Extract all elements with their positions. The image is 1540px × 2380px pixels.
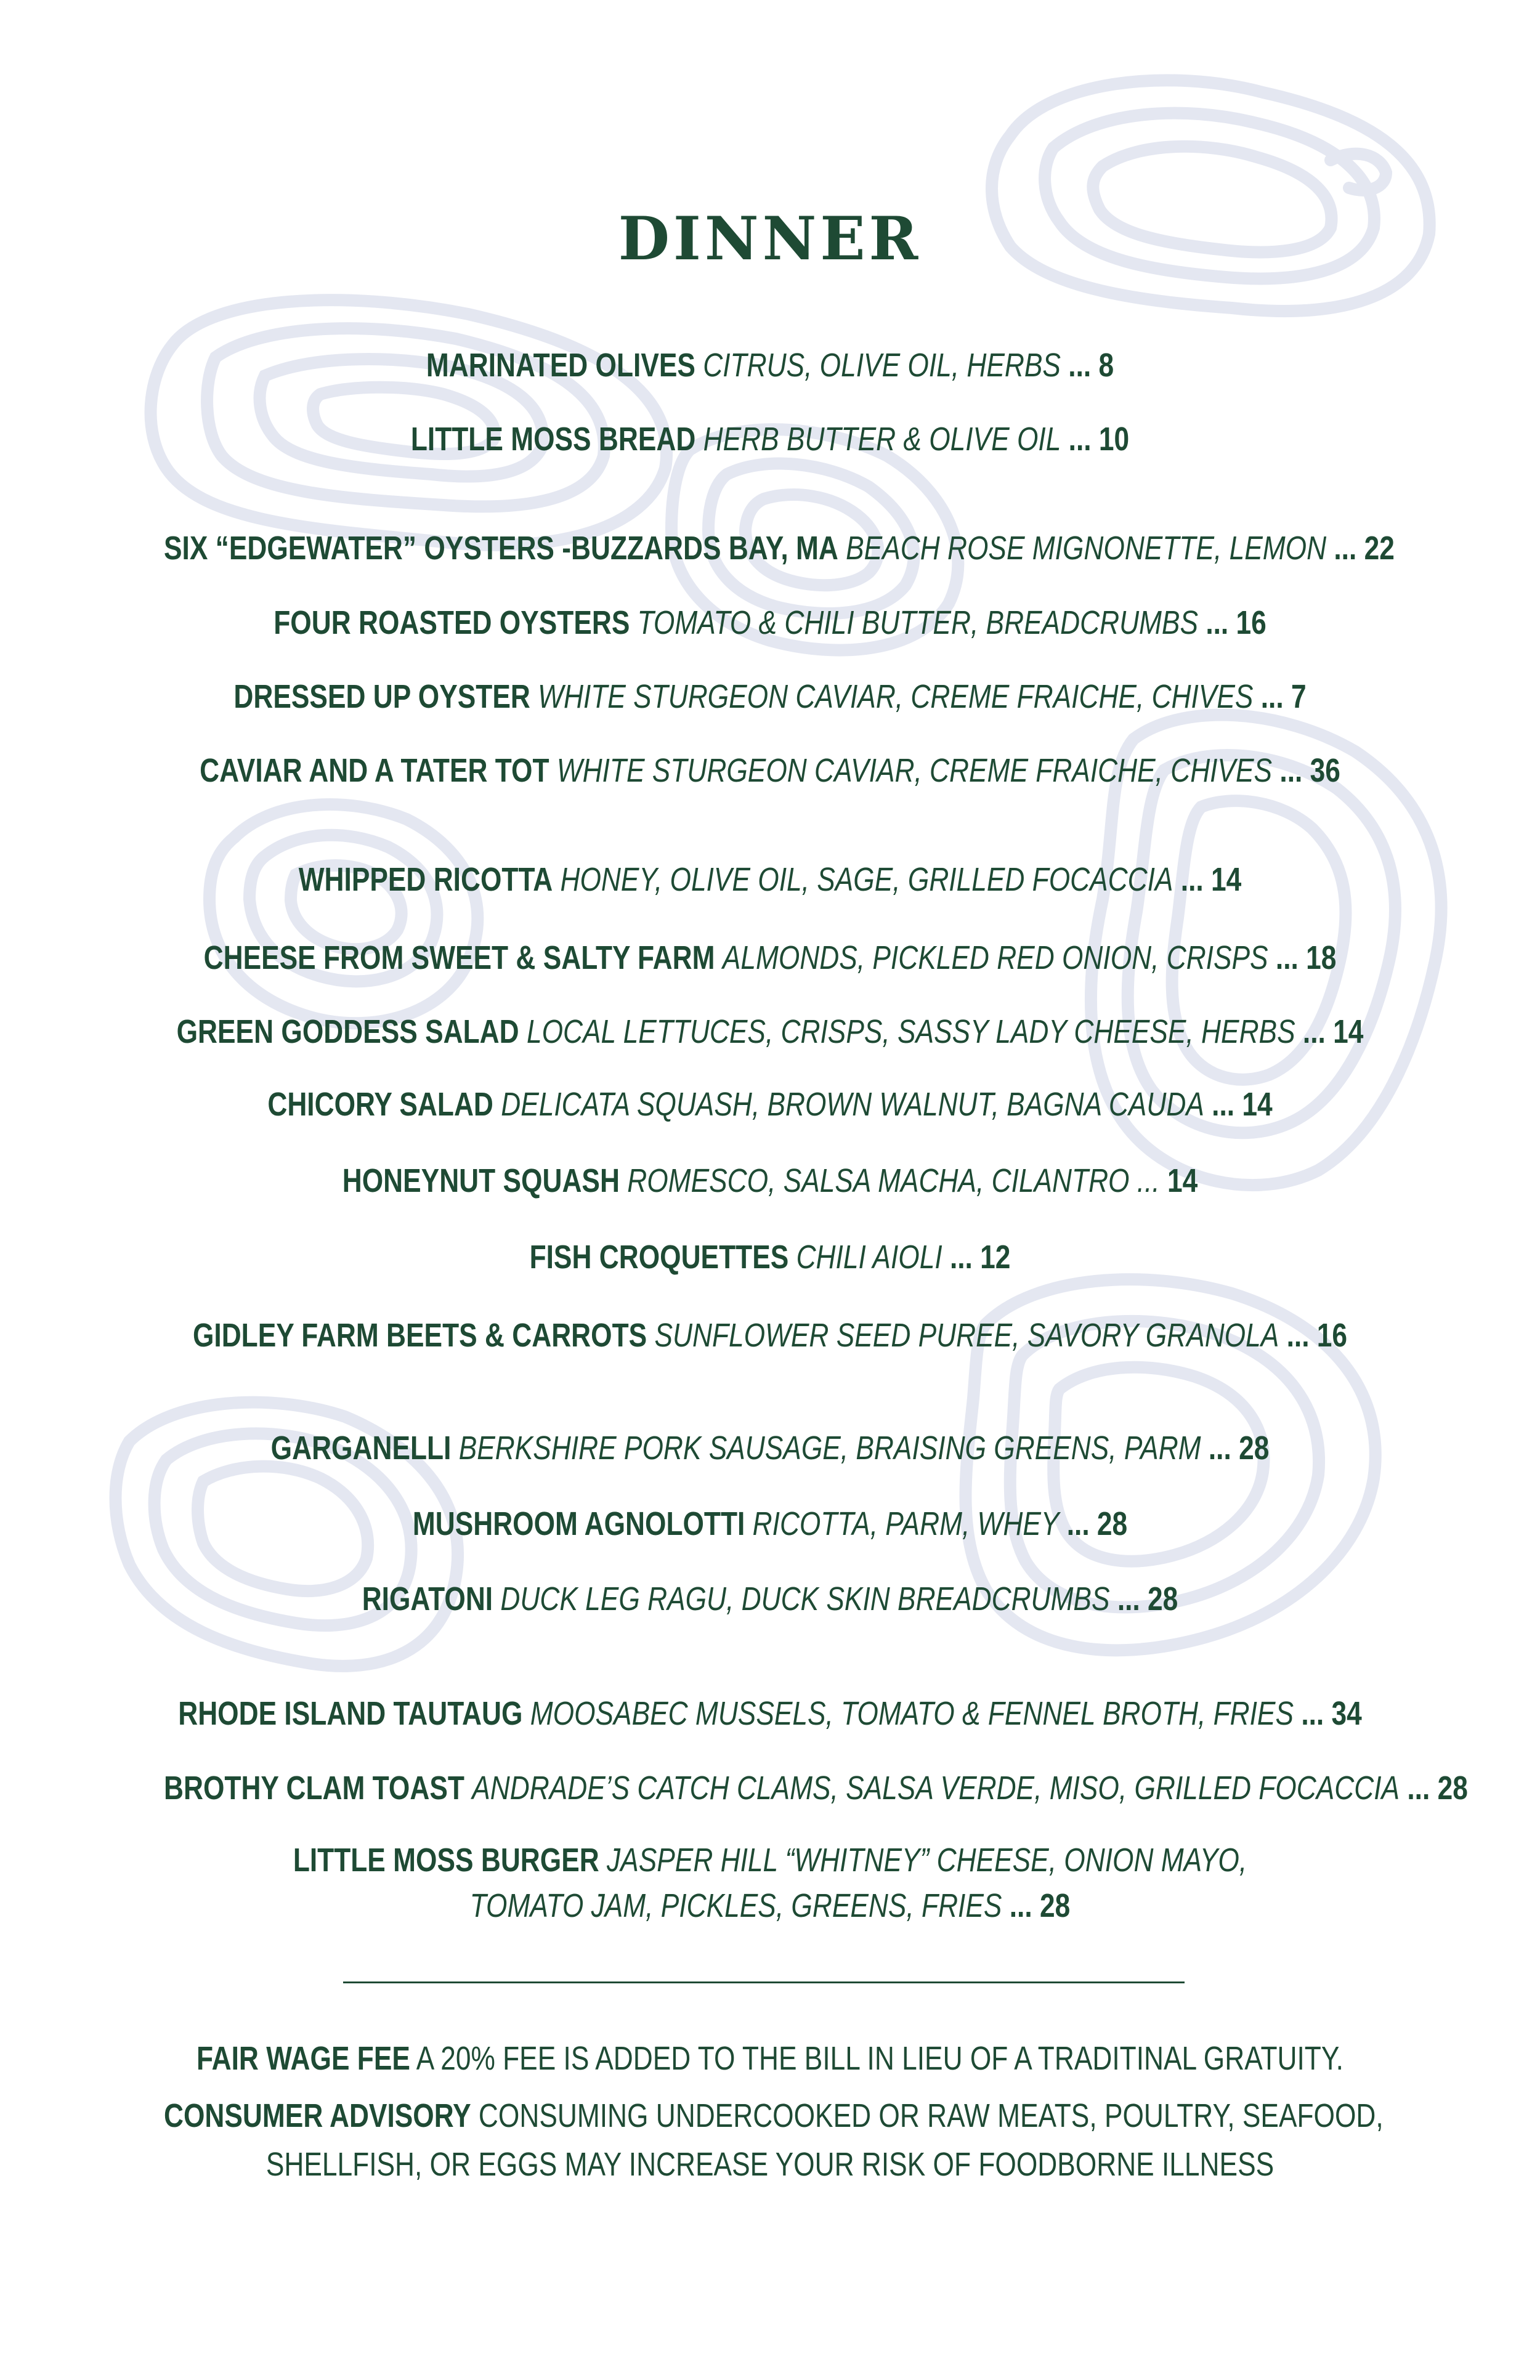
item-price: ... 18 xyxy=(1275,939,1337,976)
item-description: HONEY, OLIVE OIL, SAGE, GRILLED FOCACCIA xyxy=(560,861,1173,898)
menu-item xyxy=(164,1158,1376,1204)
item-price: ... 28 xyxy=(1066,1505,1128,1542)
menu-item xyxy=(164,1765,1468,1811)
item-price: ... 28 xyxy=(1009,1887,1071,1924)
item-name: FOUR ROASTED OYSTERS xyxy=(274,604,630,641)
menu-item xyxy=(164,1837,1376,1883)
consumer-advisory-note-continued xyxy=(164,2142,1376,2187)
item-description: SUNFLOWER SEED PUREE, SAVORY GRANOLA xyxy=(654,1317,1279,1354)
fair-wage-note xyxy=(164,2036,1376,2081)
item-description: JASPER HILL “WHITNEY” CHEESE, ONION MAYO, xyxy=(607,1842,1247,1879)
menu-item xyxy=(164,674,1376,719)
item-description: TOMATO JAM, PICKLES, GREENS, FRIES xyxy=(469,1887,1002,1924)
item-description: DELICATA SQUASH, BROWN WALNUT, BAGNA CAUDA xyxy=(501,1086,1204,1123)
item-name: MUSHROOM AGNOLOTTI xyxy=(412,1505,745,1542)
item-description: BERKSHIRE PORK SAUSAGE, BRAISING GREENS, PARM xyxy=(458,1430,1201,1467)
item-name: LITTLE MOSS BREAD xyxy=(410,421,696,458)
item-name: GREEN GODDESS SALAD xyxy=(176,1013,519,1050)
consumer-advisory-note xyxy=(164,2093,1384,2139)
item-name: GARGANELLI xyxy=(270,1430,452,1467)
item-description: RICOTTA, PARM, WHEY xyxy=(752,1505,1060,1542)
item-name: RIGATONI xyxy=(362,1581,493,1617)
item-price: ... 14 xyxy=(1302,1013,1364,1050)
item-price: ... 14 xyxy=(1212,1086,1273,1123)
menu-item xyxy=(164,1009,1376,1054)
menu-item xyxy=(164,1234,1376,1280)
menu-item xyxy=(164,600,1376,646)
item-description: CITRUS, OLIVE OIL, HERBS xyxy=(703,347,1061,384)
item-name: RHODE ISLAND TAUTAUG xyxy=(178,1695,523,1732)
item-description: ANDRADE’S CATCH CLAMS, SALSA VERDE, MISO, GRILLED FOCACCIA xyxy=(472,1770,1400,1807)
item-name: GIDLEY FARM BEETS & CARROTS xyxy=(192,1317,647,1354)
item-price: ... 36 xyxy=(1279,752,1340,789)
item-price: ... 34 xyxy=(1301,1695,1362,1732)
menu-item xyxy=(164,748,1376,793)
item-description: ALMONDS, PICKLED RED ONION, CRISPS xyxy=(722,939,1268,976)
menu-item-continuation xyxy=(164,1883,1376,1929)
menu-item xyxy=(164,857,1376,902)
item-name: HONEYNUT SQUASH xyxy=(342,1162,620,1199)
item-name: FISH CROQUETTES xyxy=(529,1239,789,1276)
consumer-advisory-text: SHELLFISH, OR EGGS MAY INCREASE YOUR RISK OF FOODBORNE ILLNESS xyxy=(265,2146,1275,2183)
menu-item xyxy=(164,1576,1376,1622)
menu-item xyxy=(164,1425,1376,1471)
item-name: CHEESE FROM SWEET & SALTY FARM xyxy=(203,939,715,976)
item-description: CHILI AIOLI xyxy=(796,1239,942,1276)
item-description: BEACH ROSE MIGNONETTE, LEMON xyxy=(846,530,1327,567)
item-name: LITTLE MOSS BURGER xyxy=(293,1842,599,1879)
item-name: SIX “EDGEWATER” OYSTERS -BUZZARDS BAY, MA xyxy=(164,530,838,567)
item-description: LOCAL LETTUCES, CRISPS, SASSY LADY CHEESE, HERBS xyxy=(526,1013,1295,1050)
consumer-advisory-text: CONSUMING UNDERCOOKED OR RAW MEATS, POULTRY, SEAFOOD, xyxy=(478,2097,1384,2134)
item-name: CAVIAR AND A TATER TOT xyxy=(200,752,549,789)
item-price: ... 8 xyxy=(1068,347,1114,384)
menu-item xyxy=(164,935,1376,981)
item-price: ... 10 xyxy=(1068,421,1130,458)
item-price: ... 16 xyxy=(1206,604,1266,641)
consumer-advisory-label: CONSUMER ADVISORY xyxy=(164,2097,471,2134)
menu-item xyxy=(164,1691,1376,1736)
item-price: ... 22 xyxy=(1334,530,1395,567)
fair-wage-label: FAIR WAGE FEE xyxy=(197,2040,410,2077)
menu-item xyxy=(164,1313,1376,1358)
item-name: BROTHY CLAM TOAST xyxy=(164,1770,464,1807)
menu-item xyxy=(164,1501,1376,1547)
item-description: TOMATO & CHILI BUTTER, BREADCRUMBS xyxy=(637,604,1199,641)
item-price: ... 28 xyxy=(1117,1581,1178,1617)
item-name: MARINATED OLIVES xyxy=(426,347,695,384)
item-price: ... 16 xyxy=(1286,1317,1348,1354)
item-description: HERB BUTTER & OLIVE OIL xyxy=(703,421,1061,458)
menu-item xyxy=(164,525,1395,571)
item-price: 14 xyxy=(1167,1162,1198,1199)
item-price: ... 7 xyxy=(1260,678,1307,715)
item-description: WHITE STURGEON CAVIAR, CREME FRAICHE, CHIVES xyxy=(556,752,1273,789)
item-description: WHITE STURGEON CAVIAR, CREME FRAICHE, CHIVES xyxy=(538,678,1254,715)
item-name: WHIPPED RICOTTA xyxy=(298,861,553,898)
fair-wage-text: A 20% FEE IS ADDED TO THE BILL IN LIEU OF A TRADITINAL GRATUITY. xyxy=(416,2040,1343,2077)
item-price: ... 12 xyxy=(949,1239,1011,1276)
menu-title: DINNER xyxy=(618,204,922,273)
item-price: ... 28 xyxy=(1208,1430,1270,1467)
item-price: ... 14 xyxy=(1180,861,1242,898)
menu-item xyxy=(164,1082,1376,1127)
item-description: MOOSABEC MUSSELS, TOMATO & FENNEL BROTH, FRIES xyxy=(530,1695,1294,1732)
item-name: DRESSED UP OYSTER xyxy=(233,678,530,715)
item-price: ... 28 xyxy=(1407,1770,1468,1807)
item-description: DUCK LEG RAGU, DUCK SKIN BREADCRUMBS xyxy=(500,1581,1110,1617)
divider xyxy=(343,1981,1185,1983)
menu-item xyxy=(164,416,1376,462)
menu-item xyxy=(164,342,1376,388)
item-name: CHICORY SALAD xyxy=(267,1086,493,1123)
item-description: ROMESCO, SALSA MACHA, CILANTRO ... xyxy=(627,1162,1160,1199)
